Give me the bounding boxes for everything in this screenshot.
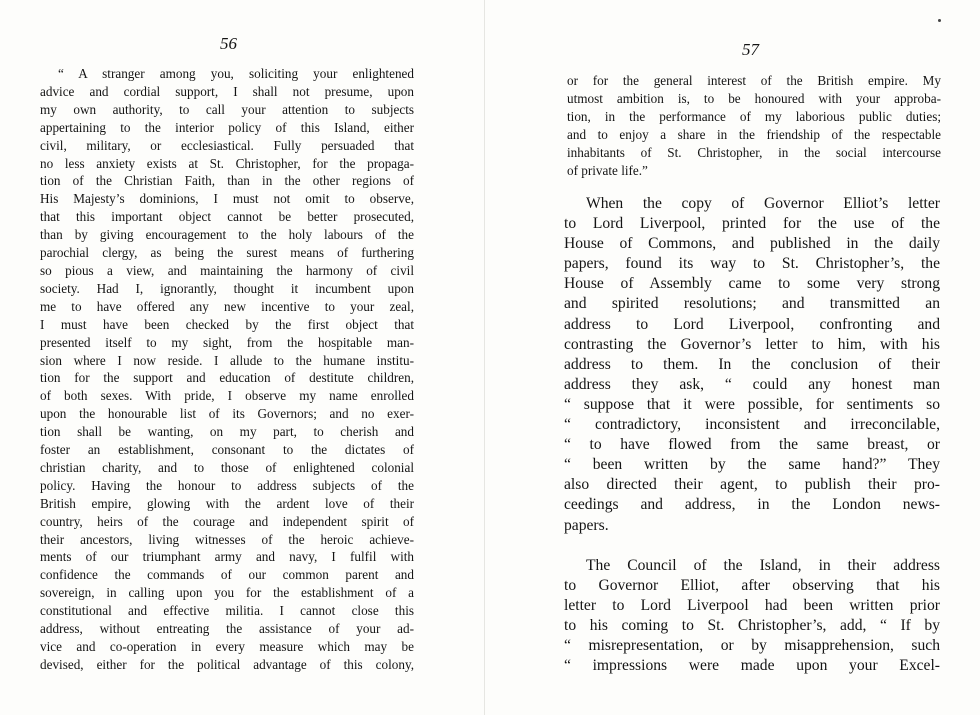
text-line: address to them. In the conclusion of their (564, 355, 940, 373)
text-line: sion where I now reside. I allude to the humane institu- (40, 352, 414, 368)
text-line: address they ask, “ could any honest man (564, 375, 940, 393)
text-line: “ suppose that it were possible, for sentiments so (564, 395, 940, 413)
paragraph-council-address (564, 556, 940, 677)
text-line: to Lord Liverpool, printed for the use of the (564, 215, 940, 233)
text-line: to his coming to St. Christopher’s, add, “ If by (564, 617, 940, 635)
text-line: than by giving encouragement to the holy labours of the (40, 227, 414, 243)
text-line: confidence the commands of our common parent and (40, 567, 414, 583)
print-speck (938, 19, 941, 22)
text-line: policy. Having the honour to address subjects of the (40, 477, 414, 493)
right-page (490, 0, 980, 715)
text-line: papers. (564, 516, 609, 534)
text-line: When the copy of Governor Elliot’s letter (586, 195, 940, 212)
text-line: “ been written by the same hand?” They (564, 456, 940, 474)
text-line: utmost ambition is, to be honoured with your approba- (567, 90, 941, 106)
text-line: that this important object cannot be better prosecuted, (40, 209, 414, 225)
text-line: I must have been checked by the first object that (40, 316, 414, 332)
text-line: papers, found its way to St. Christopher’s, the (564, 255, 940, 273)
text-line: of private life.” (567, 162, 648, 178)
text-line: their ancestors, living witnesses of the heroic achieve- (40, 531, 414, 547)
text-line: upon the honourable list of its Governors; and no exer- (40, 406, 414, 422)
text-line: vice and co-operation in every measure which may be (40, 639, 414, 654)
address-text-left (40, 65, 414, 674)
text-line: society. Had I, ignorantly, thought it incumbent upon (40, 280, 414, 296)
text-line: sovereign, in calling upon you for the establishment of a (40, 585, 414, 601)
text-line: country, heirs of the courage and independent spirit of (40, 513, 414, 529)
text-line: also directed their agent, to publish their pro- (564, 476, 940, 494)
page-number-right: 57 (742, 40, 759, 59)
text-line: “ to have flowed from the same breast, or (564, 436, 940, 454)
text-line: and to enjoy a share in the friendship of the respectable (567, 126, 941, 142)
text-line: me to have offered any new incentive to your zeal, (40, 298, 414, 314)
text-line: to Governor Elliot, after observing that his (564, 577, 940, 595)
text-line: letter to Lord Liverpool had been written prior (564, 597, 940, 615)
text-line: House of Assembly came to some very strong (564, 275, 940, 293)
text-line: parochial clergy, as being the surest means of furthering (40, 245, 414, 261)
text-line: of both sexes. With pride, I observe my name enrolled (40, 388, 414, 404)
text-line: civil, military, or ecclesiastical. Fully persuaded that (40, 137, 414, 153)
text-line: ments of our triumphant army and navy, I fulfil with (40, 549, 414, 565)
text-line: British empire, glowing with the ardent love of their (40, 495, 414, 511)
text-line: “ impressions were made upon your Excel- (564, 657, 940, 675)
text-line: The Council of the Island, in their address (586, 557, 940, 574)
address-quote-continuation (567, 72, 941, 179)
text-line: so pious a view, and maintaining the harmony of civil (40, 262, 414, 278)
text-line: advice and cordial support, I shall not presume, upon (40, 83, 414, 99)
text-line: “ contradictory, inconsistent and irreconcilable, (564, 416, 940, 434)
text-line: my own authority, to call your attention to subjects (40, 101, 414, 117)
text-line: ceedings and address, in the London news- (564, 496, 940, 514)
text-line: constitutional and effective militia. I cannot close this (40, 603, 414, 619)
text-line: address, without entreating the assistance of your ad- (40, 621, 414, 637)
text-line: House of Commons, and published in the daily (564, 235, 940, 253)
text-line: address to Lord Liverpool, confronting and (564, 315, 940, 333)
text-line: His Majesty’s dominions, I must not omit to observe, (40, 191, 414, 207)
text-line: presented itself to my sight, from the hospitable man- (40, 334, 414, 350)
text-line: or for the general interest of the British empire. My (567, 73, 941, 88)
text-line: tion, in the performance of my laborious public duties; (567, 108, 941, 124)
text-line: tion shall be wanting, on my part, to cherish and (40, 424, 414, 440)
text-line: inhabitants of St. Christopher, in the social intercourse (567, 144, 941, 160)
text-line: and spirited resolutions; and transmitted an (564, 295, 940, 313)
page-number-left: 56 (220, 34, 237, 53)
text-line: devised, either for the political advantage of this colony, (40, 656, 414, 672)
text-line: “ misrepresentation, or by misapprehension, such (564, 637, 940, 655)
left-page (0, 0, 480, 715)
text-line: tion for the support and education of destitute children, (40, 370, 414, 386)
text-line: christian charity, and to those of enlightened colonial (40, 459, 414, 475)
text-line: appertaining to the interior policy of this Island, either (40, 119, 414, 135)
text-line: “ A stranger among you, soliciting your enlightened (58, 66, 414, 81)
text-line: tion of the Christian Faith, than in the other regions of (40, 173, 414, 189)
paragraph-assembly-resolutions (564, 194, 940, 536)
book-gutter (484, 0, 485, 715)
text-line: contrasting the Governor’s letter to him, with his (564, 335, 940, 353)
text-line: no less anxiety exists at St. Christopher, for the propaga- (40, 155, 414, 171)
text-line: foster an establishment, consonant to the dictates of (40, 442, 414, 458)
